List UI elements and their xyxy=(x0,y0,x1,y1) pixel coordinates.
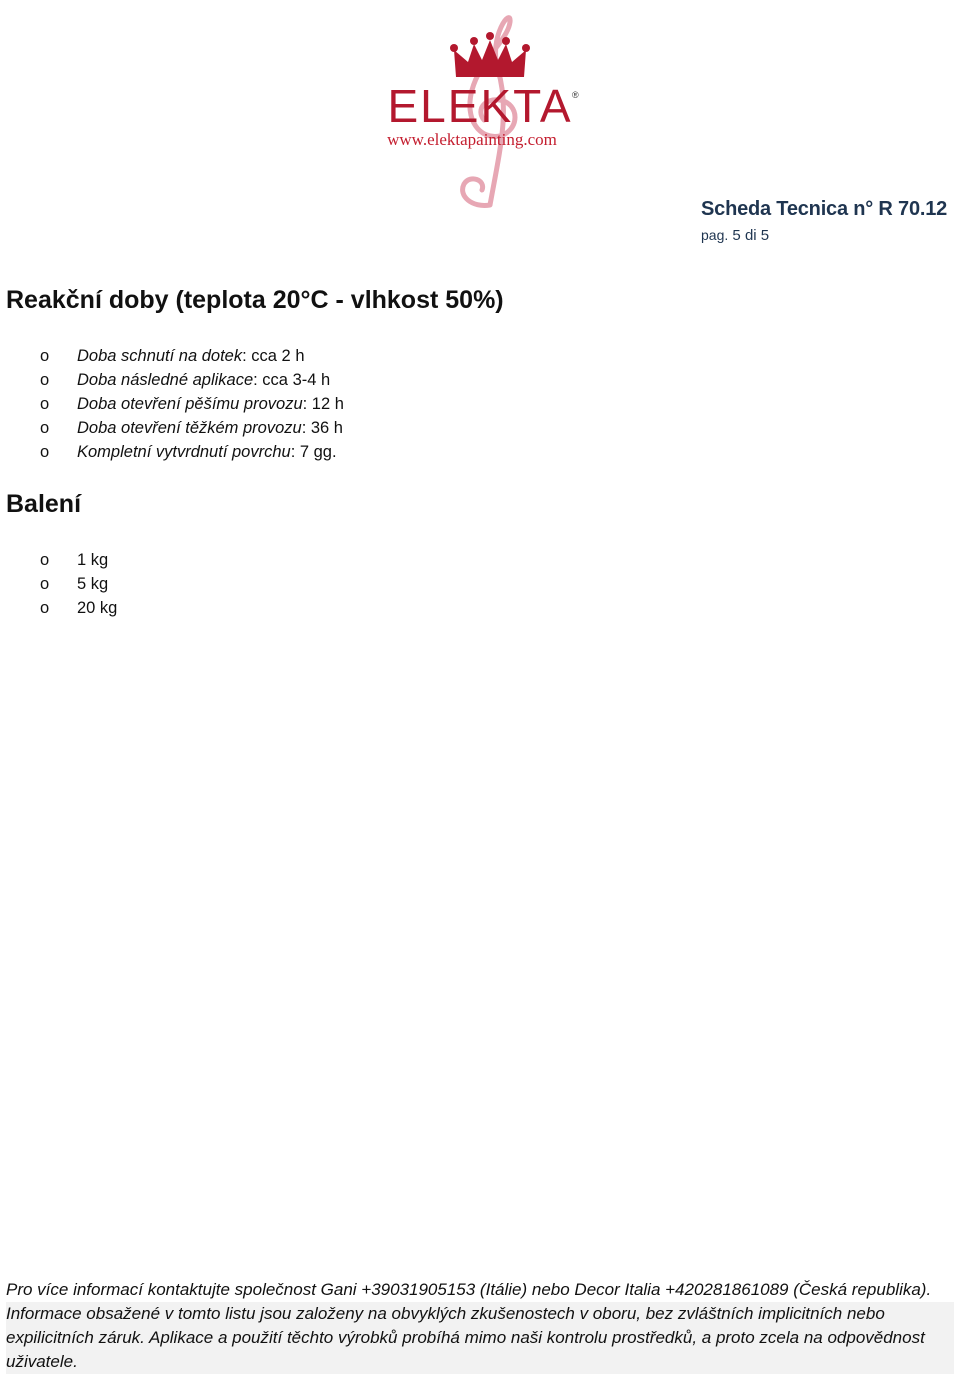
item-key: Doba otevření těžkém provozu xyxy=(77,419,302,437)
bullet: o xyxy=(40,347,50,365)
bullet: o xyxy=(40,551,50,569)
page-current: 5 xyxy=(732,227,741,244)
list-item xyxy=(0,392,344,416)
logo-brand: ELEKTA xyxy=(387,80,573,132)
reaction-times-heading: Reakční doby (teplota 20°C - vlhkost 50%) xyxy=(6,286,504,314)
crown-icon xyxy=(450,32,530,77)
item-value: : 36 h xyxy=(301,419,343,437)
page-prefix: pag. xyxy=(701,227,729,243)
list-item xyxy=(0,368,344,392)
page-total: di 5 xyxy=(744,227,770,244)
item-value: : cca 3-4 h xyxy=(253,371,331,389)
item-value: 5 kg xyxy=(77,575,109,593)
item-key: Doba schnutí na dotek xyxy=(77,347,243,365)
page-number xyxy=(701,227,947,244)
item-value: : cca 2 h xyxy=(242,347,305,365)
list-item xyxy=(0,596,117,620)
list-item xyxy=(0,344,344,368)
disclaimer-note: Informace obsažené v tomto listu jsou založeny na obvyklých zkušenostech v oboru, bez zvláštních implicitních nebo expilicitních záruk. Aplikace a použití těchto výrobků probíhá mimo naši kontrolu prostředků, a proto zcela na odpovědnost uživatele. xyxy=(6,1302,954,1374)
item-value: : 12 h xyxy=(302,395,344,413)
reaction-times-list xyxy=(0,344,344,464)
logo-trademark: ® xyxy=(572,90,579,100)
item-key: Doba otevření pěšímu provozu xyxy=(77,395,303,413)
list-item xyxy=(0,548,117,572)
bullet: o xyxy=(40,371,50,389)
item-key: Kompletní vytvrdnutí povrchu xyxy=(77,443,291,461)
footer xyxy=(6,1278,954,1374)
packaging-heading: Balení xyxy=(6,490,82,518)
logo-website: www.elektapainting.com xyxy=(387,130,557,149)
item-value: 20 kg xyxy=(77,599,118,617)
item-value: : 7 gg. xyxy=(290,443,337,461)
list-item xyxy=(0,440,344,464)
item-key: Doba následné aplikace xyxy=(77,371,254,389)
bullet: o xyxy=(40,419,50,437)
bullet: o xyxy=(40,599,50,617)
bullet: o xyxy=(40,395,50,413)
list-item xyxy=(0,416,344,440)
packaging-list xyxy=(0,548,117,620)
sheet-header xyxy=(701,198,947,244)
elekta-logo xyxy=(360,0,600,215)
list-item xyxy=(0,572,117,596)
bullet: o xyxy=(40,443,50,461)
sheet-title: Scheda Tecnica n° R 70.12 xyxy=(701,198,948,220)
bullet: o xyxy=(40,575,50,593)
contact-note: Pro více informací kontaktujte společnost Gani +39031905153 (Itálie) nebo Decor Italia +420281861089 (Česká republika). xyxy=(6,1280,932,1299)
item-value: 1 kg xyxy=(77,551,109,569)
